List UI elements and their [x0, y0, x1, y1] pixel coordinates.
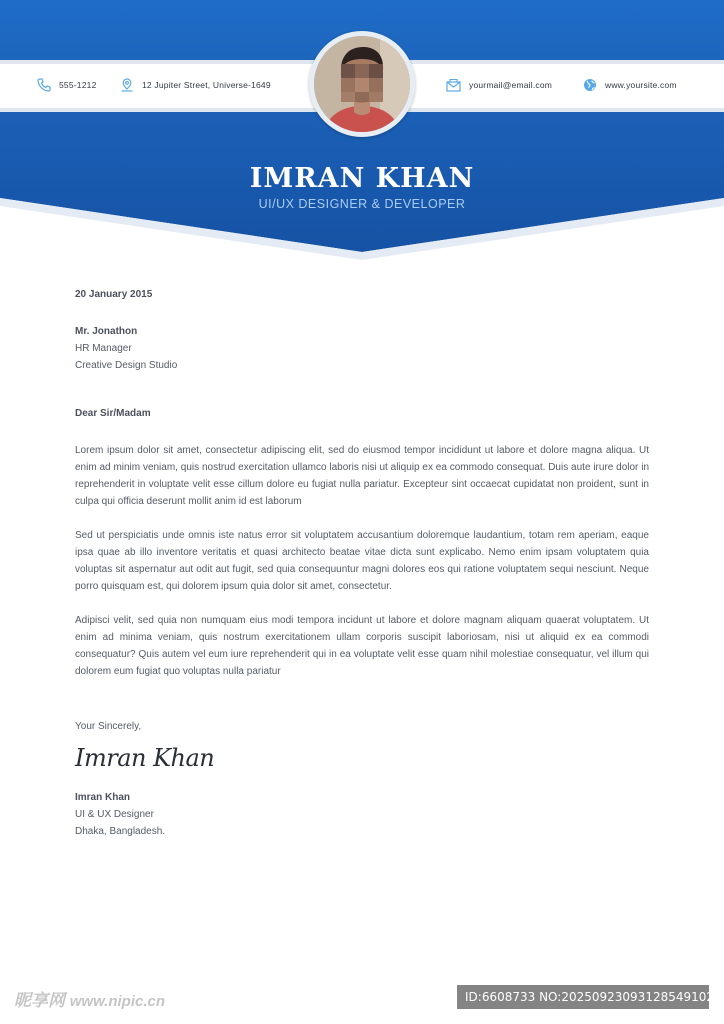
- closing: Your Sincerely,: [75, 721, 142, 732]
- mail-icon: [446, 78, 461, 92]
- contact-phone: [37, 76, 97, 94]
- recipient-name: Mr. Jonathon: [75, 326, 138, 337]
- phone-text: 555-1212: [59, 80, 97, 90]
- signer-location: Dhaka, Bangladesh.: [75, 826, 166, 837]
- signature: Imran Khan: [75, 744, 215, 772]
- signer-title: UI & UX Designer: [75, 809, 154, 820]
- avatar: [314, 36, 410, 132]
- contact-website: [583, 76, 677, 94]
- signer-block: [75, 789, 649, 840]
- contact-address: [120, 76, 271, 94]
- watermark-site: www.nipic.cn: [69, 993, 166, 1010]
- watermark-brand: 昵享网: [14, 991, 65, 1010]
- watermark-left: [14, 986, 165, 1011]
- phone-icon: [37, 78, 51, 92]
- website-text: www.yoursite.com: [605, 80, 677, 90]
- contact-email: [446, 76, 552, 94]
- location-pin-icon: [120, 78, 134, 92]
- globe-icon: [583, 78, 597, 92]
- letter-date: 20 January 2015: [75, 289, 153, 300]
- recipient-title: HR Manager: [75, 343, 132, 354]
- email-text: yourmail@email.com: [469, 80, 553, 90]
- address-text: 12 Jupiter Street, Universe-1649: [142, 80, 271, 90]
- header-name: IMRAN KHAN: [249, 163, 475, 194]
- person-photo-icon: [314, 36, 410, 132]
- recipient-block: [75, 323, 649, 374]
- profile-photo: [309, 31, 415, 137]
- paragraph-2: Sed ut perspiciatis unde omnis iste natus error sit voluptatem accusantium doloremque laudantium, totam rem aperiam, eaque ipsa quae ab illo inventore veritatis et quasi architecto beatae vitae dicta sunt explicabo. Nemo enim ipsam voluptatem quia voluptas sit aspernatur aut odit aut fugit, sed quia consequuntur magni dolores eos qui ratione voluptatem sequi nesciunt. Neque porro quisquam est, qui dolorem ipsum quia dolor sit amet, consectetur.: [75, 530, 649, 592]
- paragraph-1: Lorem ipsum dolor sit amet, consectetur adipiscing elit, sed do eiusmod tempor incididunt ut labore et dolore magna aliqua. Ut enim ad minim veniam, quis nostrud exercitation ullamco laboris nisi ut aliquip ex ea commodo consequat. Duis aute irure dolor in reprehenderit in voluptate velit esse cillum dolore eu fugiat nulla pariatur. Excepteur sint occaecat cupidatat non proident, sunt in culpa qui officia deserunt mollit anim id est laborum: [75, 445, 649, 507]
- signer-name: Imran Khan: [75, 792, 131, 803]
- header-role: UI/UX DESIGNER & DEVELOPER: [258, 197, 466, 211]
- greeting: Dear Sir/Madam: [75, 408, 151, 419]
- watermark-id: ID:6608733 NO:20250923093128549102: [457, 985, 709, 1009]
- paragraph-3: Adipisci velit, sed quia non numquam eius modi tempora incidunt ut labore et dolore magnam aliquam quaerat voluptatem. Ut enim ad minima veniam, quis nostrum exercitationem ullam corporis suscipit laboriosam, nisi ut aliquid ex ea commodi consequatur? Quis autem vel eum iure reprehenderit qui in ea voluptate velit esse quam nihil molestiae consequatur, vel illum qui dolorem eum fugiat quo voluptas nulla pariatur: [75, 615, 649, 677]
- recipient-company: Creative Design Studio: [75, 360, 178, 371]
